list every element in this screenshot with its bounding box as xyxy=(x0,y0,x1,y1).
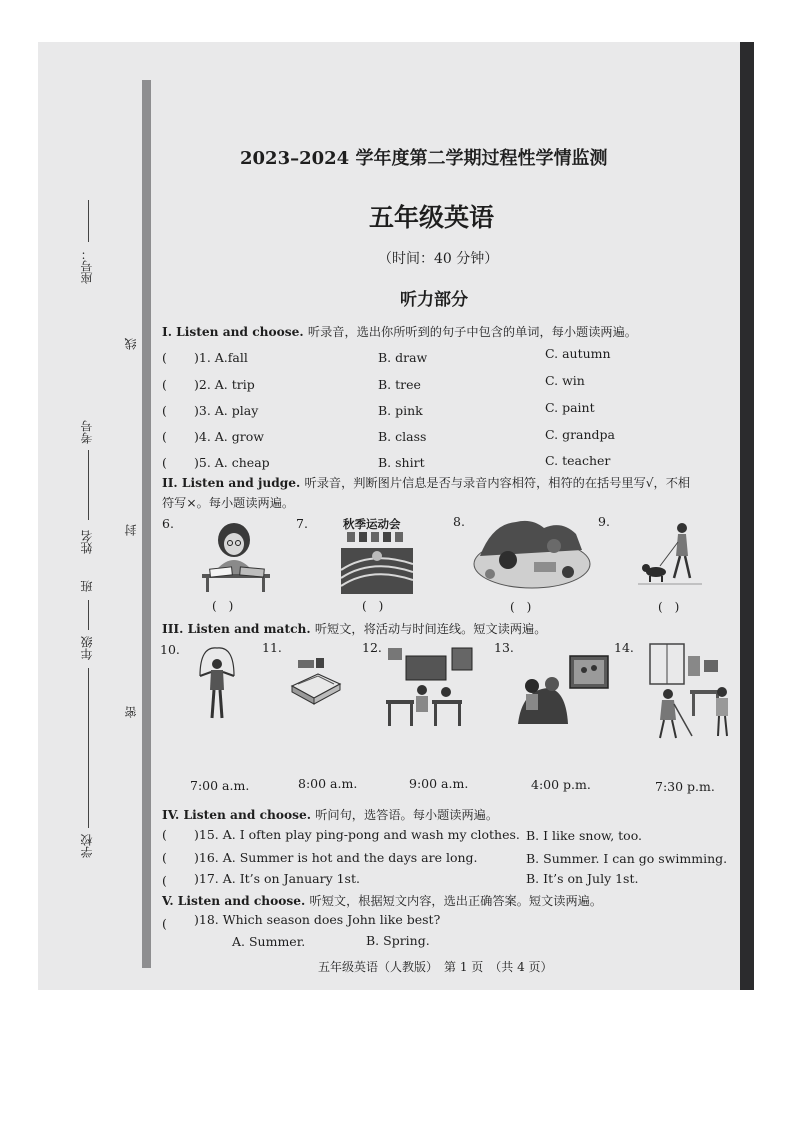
q16-paren[interactable]: ( xyxy=(162,850,167,865)
section4-instruction: 听问句，选答语。每小题读两遍。 xyxy=(315,808,499,822)
q6-number: 6. xyxy=(162,516,174,531)
q4-b: B. class xyxy=(378,429,427,444)
sports-meet-sign: 秋季运动会 xyxy=(343,517,401,531)
time-4: 4:00 p.m. xyxy=(531,777,591,792)
q3-paren[interactable]: ( xyxy=(162,403,167,418)
secret-char: 密 xyxy=(124,706,138,718)
q17-paren[interactable]: ( xyxy=(162,873,167,888)
seal-char: 封 xyxy=(124,524,138,536)
q8-number: 8. xyxy=(453,514,465,529)
class-label: 班 xyxy=(80,580,94,592)
q16-a: )16. A. Summer is hot and the days are long. xyxy=(194,850,478,865)
school-line xyxy=(88,668,89,828)
subject-title: 五年级英语 xyxy=(369,203,495,232)
q1-c: C. autumn xyxy=(545,346,611,361)
time-1: 7:00 a.m. xyxy=(190,778,250,793)
q15-b: B. I like snow, too. xyxy=(526,828,642,843)
q4-a: )4. A. grow xyxy=(194,429,264,444)
q11-number: 11. xyxy=(262,640,282,655)
section1-instruction: 听录音，选出你所听到的句子中包含的单词，每小题读两遍。 xyxy=(307,325,637,339)
section5-label: V. Listen and choose. xyxy=(162,894,306,908)
q2-paren[interactable]: ( xyxy=(162,377,167,392)
q15-paren[interactable]: ( xyxy=(162,827,167,842)
q2-c: C. win xyxy=(545,373,585,388)
section1-heading xyxy=(162,323,637,340)
q17-a: )17. A. It’s on January 1st. xyxy=(194,871,360,886)
picnic-picture xyxy=(472,516,592,590)
classroom-picture xyxy=(380,646,474,732)
line-char: 线 xyxy=(124,338,138,350)
q4-paren[interactable]: ( xyxy=(162,429,167,444)
girl-drawing-picture xyxy=(196,518,276,594)
q2-a: )2. A. trip xyxy=(194,377,255,392)
q5-a: )5. A. cheap xyxy=(194,455,270,470)
q1-paren[interactable]: ( xyxy=(162,350,167,365)
cleaning-room-picture xyxy=(648,642,738,742)
q16-b: B. Summer. I can go swimming. xyxy=(526,851,728,866)
q17-b: B. It’s on July 1st. xyxy=(526,871,639,886)
q4-c: C. grandpa xyxy=(545,427,616,442)
exam-no-line xyxy=(88,450,89,520)
time-3: 9:00 a.m. xyxy=(409,776,469,791)
q9-answer-blank[interactable]: ( ) xyxy=(658,600,680,614)
section3-instruction: 听短文，将活动与时间连线。短文读两遍。 xyxy=(314,622,547,636)
section2-label: II. Listen and judge. xyxy=(162,476,301,490)
q18-question: )18. Which season does John like best? xyxy=(194,912,441,927)
q15-a: )15. A. I often play ping-pong and wash my clothes. xyxy=(194,827,520,842)
sports-meet-picture xyxy=(341,516,413,594)
page-footer: 五年级英语（人教版） 第 1 页 （共 4 页） xyxy=(318,960,553,974)
q18-option-a: A. Summer. xyxy=(232,934,306,949)
section2-heading-line2 xyxy=(162,494,294,511)
time-5: 7:30 p.m. xyxy=(655,779,715,794)
q18-option-b: B. Spring. xyxy=(366,933,430,948)
section5-heading xyxy=(162,892,602,909)
watching-tv-picture xyxy=(518,654,610,730)
q14-number: 14. xyxy=(614,640,634,655)
section2-heading xyxy=(162,474,690,491)
name-label: 姓名 xyxy=(80,530,94,554)
q7-number: 7. xyxy=(296,516,308,531)
q3-b: B. pink xyxy=(378,403,423,418)
section4-label: IV. Listen and choose. xyxy=(162,808,311,822)
seat-line xyxy=(88,200,89,242)
time-note: （时间：40 分钟） xyxy=(378,251,499,267)
grade-label: 年级 xyxy=(80,636,94,660)
section1-label: I. Listen and choose. xyxy=(162,325,304,339)
exam-no-label: 考号 xyxy=(80,420,94,444)
section2-instruction2: 符写×。每小题读两遍。 xyxy=(162,496,295,510)
dark-edge xyxy=(740,42,754,990)
seat-label: 座号： xyxy=(80,248,94,284)
q6-answer-blank[interactable]: ( ) xyxy=(212,599,234,613)
jump-rope-picture xyxy=(192,646,242,724)
q18-paren[interactable]: ( xyxy=(162,916,167,931)
section5-instruction: 听短文，根据短文内容，选出正确答案。短文读两遍。 xyxy=(309,894,603,908)
q7-answer-blank[interactable]: ( ) xyxy=(362,599,384,613)
binding-bar xyxy=(142,80,151,968)
section3-label: III. Listen and match. xyxy=(162,622,311,636)
q12-number: 12. xyxy=(362,640,382,655)
q5-b: B. shirt xyxy=(378,455,425,470)
q2-b: B. tree xyxy=(378,377,421,392)
school-label: 学校 xyxy=(80,834,94,858)
section4-heading xyxy=(162,806,498,823)
q3-a: )3. A. play xyxy=(194,403,259,418)
q13-number: 13. xyxy=(494,640,514,655)
q9-number: 9. xyxy=(598,514,610,529)
q5-c: C. teacher xyxy=(545,453,611,468)
breakfast-picture xyxy=(288,656,344,706)
q1-b: B. draw xyxy=(378,350,428,365)
walking-dog-picture xyxy=(638,520,702,590)
section2-instruction: 听录音，判断图片信息是否与录音内容相符，相符的在括号里写√，不相 xyxy=(304,476,691,490)
section3-heading xyxy=(162,620,546,637)
exam-title: 2023–2024 学年度第二学期过程性学情监测 xyxy=(240,148,608,169)
part-title: 听力部分 xyxy=(400,290,468,310)
q1-a: )1. A.fall xyxy=(194,350,248,365)
q8-answer-blank[interactable]: ( ) xyxy=(510,600,532,614)
track-graphic xyxy=(341,530,413,594)
class-line xyxy=(88,600,89,630)
q5-paren[interactable]: ( xyxy=(162,455,167,470)
time-2: 8:00 a.m. xyxy=(298,776,358,791)
q3-c: C. paint xyxy=(545,400,595,415)
q10-number: 10. xyxy=(160,642,180,657)
